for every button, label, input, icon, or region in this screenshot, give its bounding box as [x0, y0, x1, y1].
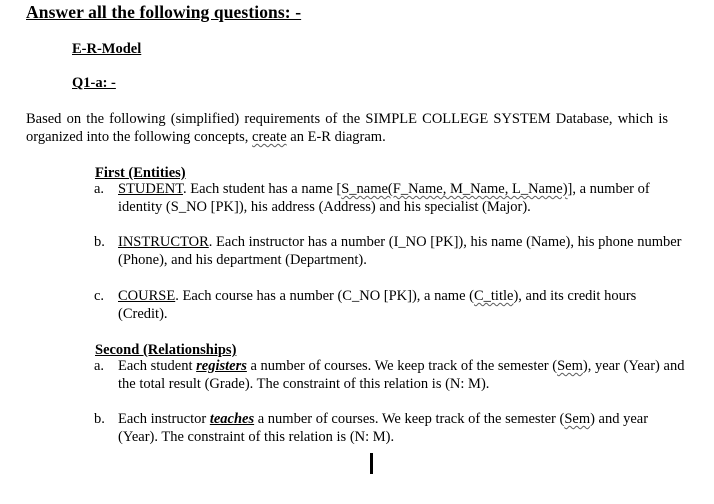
list-marker: a. [94, 358, 105, 374]
intro-paragraph [26, 110, 668, 146]
relationship-item-teaches [94, 411, 688, 446]
relationship-item-registers [94, 358, 688, 393]
entity-text: . Each student has a name [ [182, 181, 342, 197]
entity-name: STUDENT [118, 181, 183, 197]
entity-item-student [94, 181, 688, 216]
intro-text-after: an E-R diagram. [286, 129, 386, 145]
relationship-text: Each instructor [118, 411, 210, 427]
intro-text-before: Based on the following (simplified) requirements of the SIMPLE COLLEGE SYSTEM Database, which is organized into the following concepts, [26, 111, 668, 145]
relationship-text: ), year (Year) and the total result (Grade). The constraint of this relation is (N: M). [118, 358, 685, 392]
entities-heading: First (Entities) [95, 165, 186, 181]
entity-item-course [94, 288, 688, 323]
entity-text: . Each instructor has a number (I_NO [PK]), his name (Name), his phone number (Phone), and his department (Department). [118, 234, 682, 268]
relationship-verb: teaches [209, 411, 255, 427]
relationship-text: a number of courses. We keep track of the semester ( [246, 358, 558, 374]
relationship-verb: registers [196, 358, 247, 374]
text-cursor [370, 453, 373, 474]
question-label: Q1-a: - [72, 75, 116, 91]
entity-name: INSTRUCTOR [118, 234, 209, 250]
entity-text: ), and its credit hours (Credit). [118, 288, 637, 322]
entity-item-instructor [94, 234, 688, 269]
relationships-heading: Second (Relationships) [95, 342, 237, 358]
entity-attr-name: S_name(F_Name, M_Name, L_Name) [341, 181, 568, 197]
relationship-text: a number of courses. We keep track of the semester ( [254, 411, 565, 427]
entity-text: ], a number of identity (S_NO [PK]), his address (Address) and his specialist (Major). [118, 181, 650, 215]
section-label: E-R-Model [72, 41, 142, 57]
relationship-sem: Sem [564, 411, 591, 427]
relationship-sem: Sem [557, 358, 583, 374]
intro-create-word: create [252, 129, 287, 145]
relationship-text: Each student [118, 358, 197, 374]
list-marker: c. [94, 288, 105, 304]
entity-text: . Each course has a number (C_NO [PK]), a name ( [175, 288, 474, 304]
list-marker: a. [94, 181, 105, 197]
entity-name: COURSE [118, 288, 176, 304]
list-marker: b. [94, 234, 105, 250]
relationship-text: ) and year (Year). The constraint of this relation is (N: M). [118, 411, 649, 445]
entity-attr-name: C_title [473, 288, 514, 304]
list-marker: b. [94, 411, 105, 427]
page-title: Answer all the following questions: - [26, 2, 302, 22]
